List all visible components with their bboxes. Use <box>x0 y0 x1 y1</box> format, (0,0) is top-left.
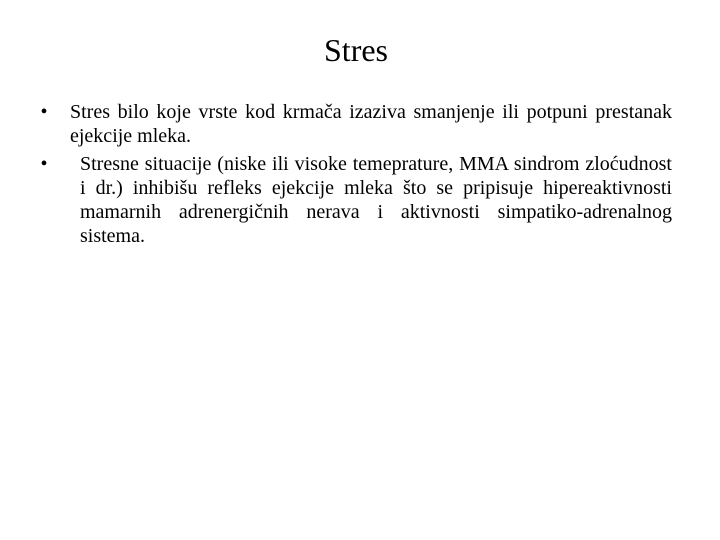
bullet-item-2 <box>34 152 672 248</box>
bullet-text-2: Stresne situacije (niske ili visoke temeprature, MMA sindrom zloćudnost i dr.) inhibišu refleks ejekcije mleka što se pripisuje hipereaktivnosti mamarnih adrenergičnih nerava i aktivnosti simpatiko-adrenalnog sistema. <box>80 153 672 247</box>
bullet-marker-2: • <box>40 153 48 175</box>
bullet-item-1 <box>34 100 672 148</box>
bullet-list <box>34 100 672 252</box>
bullet-text-1: Stres bilo koje vrste kod krmača izaziva smanjenje ili potpuni prestanak ejekcije mleka. <box>70 101 672 147</box>
bullet-marker-1: • <box>40 101 48 123</box>
slide-title: Stres <box>324 32 388 68</box>
